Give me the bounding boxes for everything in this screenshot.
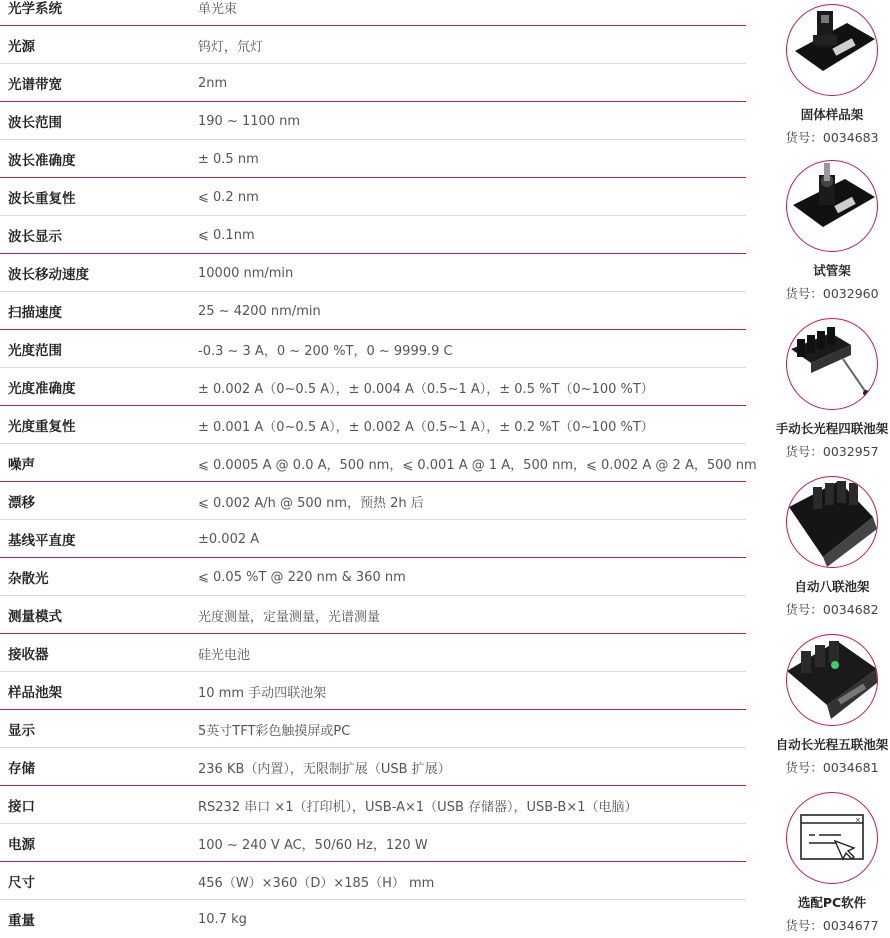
spec-label: 杂散光 [8,571,49,587]
spec-value: 2nm [198,75,228,91]
solid-sample-holder-image [786,4,878,96]
spec-row [0,178,746,216]
spec-value: ± 0.002 A（0~0.5 A），± 0.004 A（0.5~1 A），± 0.5 %T（0~100 %T） [198,381,654,397]
spec-row [0,140,746,178]
spec-label: 存储 [8,761,35,777]
manual-4-cell-holder-image [786,318,878,410]
accessory-manual-4-cell-holder[interactable] [775,318,889,460]
spec-row [0,748,746,786]
spec-value: 光度测量，定量测量，光谱测量 [198,609,381,625]
spec-label: 光度重复性 [8,419,76,435]
spec-value: ⩽ 0.0005 A @ 0.0 A，500 nm，⩽ 0.001 A @ 1 A，500 nm，⩽ 0.002 A @ 2 A，500 nm [198,457,757,473]
svg-text:×: × [855,816,861,824]
spec-row [0,102,746,140]
spec-row [0,254,746,292]
spec-label: 波长范围 [8,115,62,131]
spec-label: 光学系统 [8,1,62,17]
spec-label: 接口 [8,799,35,815]
spec-value: 236 KB（内置），无限制扩展（USB 扩展） [198,761,451,777]
accessory-solid-sample-holder[interactable] [775,4,889,146]
spec-value: 25 ~ 4200 nm/min [198,303,321,319]
spec-row [0,368,746,406]
spec-value: ±0.002 A [198,531,260,547]
spec-value: 钨灯，氘灯 [198,39,264,55]
spec-label: 显示 [8,723,35,739]
auto-8-cell-holder-image [786,476,878,568]
spec-value: ± 0.5 nm [198,151,259,167]
accessory-name: 固体样品架 [800,107,864,122]
auto-5-cell-holder-image [786,634,878,726]
spec-value: ⩽ 0.2 nm [198,189,259,205]
spec-label: 光谱带宽 [8,77,62,93]
spec-value: 5英寸TFT彩色触摸屏或PC [198,723,351,739]
spec-row [0,520,746,558]
spec-label: 漂移 [8,495,35,511]
spec-row [0,330,746,368]
spec-label: 重量 [8,913,35,929]
spec-value: 单光束 [198,1,238,17]
accessory-code: 货号：0034677 [785,918,879,933]
spec-label: 光度范围 [8,343,62,359]
spec-label: 尺寸 [8,875,35,891]
spec-label: 波长移动速度 [8,267,89,283]
spec-label: 波长显示 [8,229,62,245]
spec-row [0,0,746,26]
spec-label: 电源 [8,837,35,853]
spec-value: 456（W）×360（D）×185（H） mm [198,875,435,891]
spec-row [0,216,746,254]
spec-row [0,786,746,824]
spec-row [0,710,746,748]
spec-row [0,558,746,596]
accessory-code: 货号：0032957 [785,444,879,459]
spec-row [0,64,746,102]
spec-row [0,482,746,520]
spec-value: ⩽ 0.002 A/h @ 500 nm，预热 2h 后 [198,495,424,511]
spec-value: 10000 nm/min [198,265,294,281]
spec-label: 样品池架 [8,685,62,701]
accessory-name: 选配PC软件 [797,895,867,910]
spec-label: 波长准确度 [8,153,76,169]
spec-label: 扫描速度 [8,305,62,321]
spec-value: ± 0.001 A（0~0.5 A），± 0.002 A（0.5~1 A），± 0.2 %T（0~100 %T） [198,419,654,435]
accessory-name: 手动长光程四联池架 [775,421,889,436]
accessory-code: 货号：0032960 [785,286,879,301]
accessory-name: 自动八联池架 [794,579,870,594]
pc-software-icon [786,792,878,884]
accessory-auto-5-cell-holder[interactable] [775,634,889,776]
spec-value: ⩽ 0.1nm [198,227,255,243]
spec-row [0,634,746,672]
spec-label: 光度准确度 [8,381,76,397]
test-tube-holder-image [786,160,878,252]
accessory-auto-8-cell-holder[interactable] [775,476,889,618]
accessory-code: 货号：0034681 [785,760,879,775]
spec-label: 波长重复性 [8,191,76,207]
spec-row [0,444,757,482]
accessory-name: 试管架 [813,263,851,278]
spec-label: 基线平直度 [8,533,76,549]
accessory-test-tube-holder[interactable] [775,160,889,302]
spec-value: 190 ~ 1100 nm [198,113,301,129]
spec-row [0,292,746,330]
spec-value: 10.7 kg [198,911,247,927]
spec-value: 100 ~ 240 V AC，50/60 Hz，120 W [198,837,428,853]
spec-value: RS232 串口 ×1（打印机），USB-A×1（USB 存储器），USB-B×1（电脑） [198,799,638,815]
accessory-name: 自动长光程五联池架 [775,737,889,752]
spec-row [0,406,746,444]
spec-label: 测量模式 [8,609,62,625]
spec-label: 噪声 [8,457,35,473]
spec-label: 接收器 [8,647,49,663]
spec-row [0,596,746,634]
spec-value: 10 mm 手动四联池架 [198,685,327,701]
spec-row [0,824,746,862]
spec-row [0,862,746,900]
spec-value: 硅光电池 [198,647,251,663]
spec-row [0,26,746,64]
accessory-code: 货号：0034682 [785,602,879,617]
spec-row [0,672,746,710]
accessory-code: 货号：0034683 [785,130,879,145]
accessory-pc-software[interactable] [775,792,889,934]
spec-value: ⩽ 0.05 %T @ 220 nm & 360 nm [198,569,406,585]
spec-row [0,900,746,938]
spec-value: -0.3 ~ 3 A，0 ~ 200 %T，0 ~ 9999.9 C [198,343,453,359]
spec-label: 光源 [8,39,35,55]
